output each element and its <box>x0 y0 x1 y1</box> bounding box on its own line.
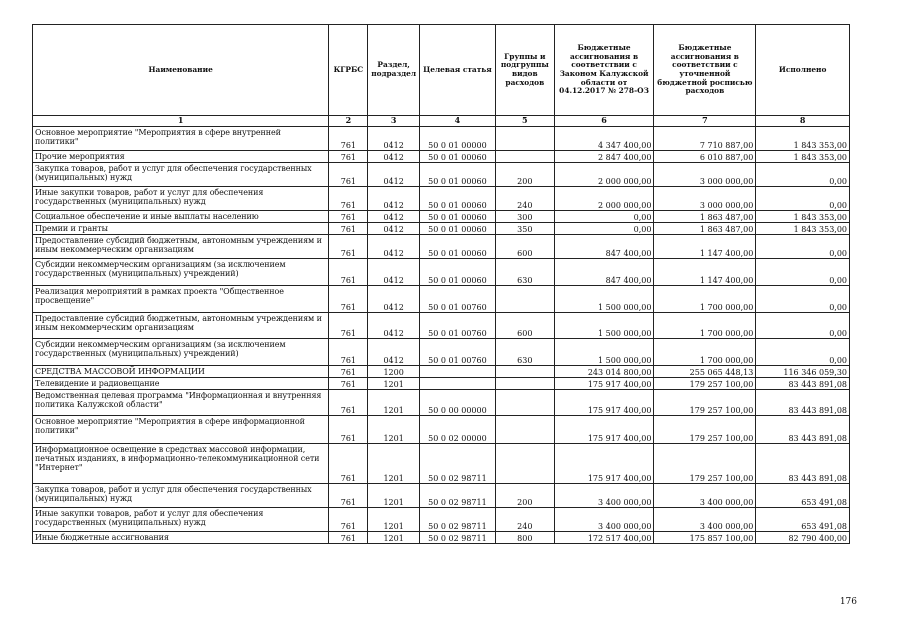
table-row <box>33 211 850 223</box>
table-row <box>33 366 850 378</box>
row-section: 0412 <box>368 127 419 151</box>
row-budget-law: 3 400 000,00 <box>554 484 654 508</box>
header-expense-group: Группы и подгруппы видов расходов <box>496 25 555 116</box>
row-section: 0412 <box>368 151 419 163</box>
row-expense-group: 600 <box>496 313 555 339</box>
row-budget-refined: 1 147 400,00 <box>654 259 756 286</box>
table-row <box>33 532 850 544</box>
row-budget-refined: 179 257 100,00 <box>654 378 756 390</box>
row-target-article: 50 0 00 00000 <box>419 390 495 416</box>
row-name: Субсидии некоммерческим организациям (за исключением государственных (муниципальных) учреждений) <box>33 259 329 286</box>
row-executed: 0,00 <box>756 339 850 366</box>
row-kgrbs: 761 <box>329 187 368 211</box>
table-row <box>33 127 850 151</box>
row-target-article: 50 0 01 00060 <box>419 163 495 187</box>
row-kgrbs: 761 <box>329 286 368 313</box>
row-expense-group: 630 <box>496 339 555 366</box>
row-section: 1201 <box>368 532 419 544</box>
table-row <box>33 163 850 187</box>
header-budget-refined: Бюджетные ассигнования в соответствии с уточненной бюджетной росписью расходов <box>654 25 756 116</box>
row-budget-refined: 175 857 100,00 <box>654 532 756 544</box>
row-name: Основное мероприятие "Мероприятия в сфере информационной политики" <box>33 416 329 444</box>
row-name: Закупка товаров, работ и услуг для обеспечения государственных (муниципальных) нужд <box>33 163 329 187</box>
row-section: 0412 <box>368 286 419 313</box>
row-kgrbs: 761 <box>329 508 368 532</box>
row-name: Премии и гранты <box>33 223 329 235</box>
row-expense-group <box>496 151 555 163</box>
row-section: 1200 <box>368 366 419 378</box>
row-target-article: 50 0 02 98711 <box>419 484 495 508</box>
row-expense-group: 350 <box>496 223 555 235</box>
row-executed: 1 843 353,00 <box>756 127 850 151</box>
row-name: Информационное освещение в средствах массовой информации, печатных изданиях, в информационно-телекоммуникационной сети "Интернет" <box>33 444 329 484</box>
table-row <box>33 508 850 532</box>
column-number: 7 <box>654 116 756 127</box>
row-expense-group: 800 <box>496 532 555 544</box>
row-executed: 0,00 <box>756 286 850 313</box>
row-budget-law: 847 400,00 <box>554 235 654 259</box>
row-target-article: 50 0 01 00000 <box>419 127 495 151</box>
table-row <box>33 259 850 286</box>
row-executed: 0,00 <box>756 313 850 339</box>
row-expense-group <box>496 416 555 444</box>
row-name: Телевидение и радиовещание <box>33 378 329 390</box>
row-budget-refined: 179 257 100,00 <box>654 444 756 484</box>
row-name: СРЕДСТВА МАССОВОЙ ИНФОРМАЦИИ <box>33 366 329 378</box>
row-executed: 83 443 891,08 <box>756 444 850 484</box>
row-budget-law: 1 500 000,00 <box>554 339 654 366</box>
row-section: 1201 <box>368 444 419 484</box>
row-name: Иные закупки товаров, работ и услуг для обеспечения государственных (муниципальных) нужд <box>33 187 329 211</box>
row-kgrbs: 761 <box>329 127 368 151</box>
row-kgrbs: 761 <box>329 378 368 390</box>
row-expense-group: 240 <box>496 187 555 211</box>
row-target-article: 50 0 01 00760 <box>419 313 495 339</box>
row-name: Предоставление субсидий бюджетным, автономным учреждениям и иным некоммерческим организациям <box>33 313 329 339</box>
row-budget-refined: 1 700 000,00 <box>654 313 756 339</box>
row-target-article <box>419 378 495 390</box>
table-row <box>33 416 850 444</box>
row-executed: 653 491,08 <box>756 484 850 508</box>
table-row <box>33 286 850 313</box>
row-target-article: 50 0 01 00060 <box>419 211 495 223</box>
row-budget-law: 175 917 400,00 <box>554 444 654 484</box>
row-budget-law: 175 917 400,00 <box>554 378 654 390</box>
row-executed: 82 790 400,00 <box>756 532 850 544</box>
page-number: 176 <box>839 597 857 607</box>
row-budget-refined: 179 257 100,00 <box>654 390 756 416</box>
row-executed: 116 346 059,30 <box>756 366 850 378</box>
row-executed: 1 843 353,00 <box>756 223 850 235</box>
budget-table <box>32 24 850 544</box>
row-section: 1201 <box>368 416 419 444</box>
row-name: Иные закупки товаров, работ и услуг для обеспечения государственных (муниципальных) нужд <box>33 508 329 532</box>
row-executed: 653 491,08 <box>756 508 850 532</box>
row-expense-group <box>496 378 555 390</box>
row-budget-law: 0,00 <box>554 223 654 235</box>
table-row <box>33 444 850 484</box>
row-budget-law: 1 500 000,00 <box>554 286 654 313</box>
row-budget-refined: 179 257 100,00 <box>654 416 756 444</box>
row-target-article: 50 0 01 00060 <box>419 235 495 259</box>
row-kgrbs: 761 <box>329 339 368 366</box>
header-kgrbs: КГРБС <box>329 25 368 116</box>
row-kgrbs: 761 <box>329 151 368 163</box>
row-expense-group <box>496 390 555 416</box>
row-budget-law: 172 517 400,00 <box>554 532 654 544</box>
header-budget-law: Бюджетные ассигнования в соответствии с Законом Калужской области от 04.12.2017 № 278-ОЗ <box>554 25 654 116</box>
row-section: 1201 <box>368 378 419 390</box>
row-budget-refined: 1 700 000,00 <box>654 339 756 366</box>
row-name: Ведомственная целевая программа "Информационная и внутренняя политика Калужской области" <box>33 390 329 416</box>
row-budget-refined: 3 000 000,00 <box>654 163 756 187</box>
column-number: 5 <box>496 116 555 127</box>
row-name: Реализация мероприятий в рамках проекта "Общественное просвещение" <box>33 286 329 313</box>
row-budget-refined: 6 010 887,00 <box>654 151 756 163</box>
row-target-article: 50 0 02 00000 <box>419 416 495 444</box>
row-budget-law: 0,00 <box>554 211 654 223</box>
row-section: 0412 <box>368 235 419 259</box>
row-budget-refined: 7 710 887,00 <box>654 127 756 151</box>
row-kgrbs: 761 <box>329 416 368 444</box>
row-target-article: 50 0 01 00060 <box>419 151 495 163</box>
column-number: 6 <box>554 116 654 127</box>
row-budget-refined: 1 147 400,00 <box>654 235 756 259</box>
row-section: 0412 <box>368 187 419 211</box>
row-section: 0412 <box>368 339 419 366</box>
row-expense-group <box>496 127 555 151</box>
row-target-article: 50 0 01 00060 <box>419 187 495 211</box>
table-row <box>33 151 850 163</box>
row-section: 1201 <box>368 484 419 508</box>
row-executed: 0,00 <box>756 259 850 286</box>
row-budget-refined: 1 700 000,00 <box>654 286 756 313</box>
header-name: Наименование <box>33 25 329 116</box>
row-kgrbs: 761 <box>329 211 368 223</box>
row-budget-refined: 1 863 487,00 <box>654 223 756 235</box>
row-kgrbs: 761 <box>329 366 368 378</box>
row-budget-law: 243 014 800,00 <box>554 366 654 378</box>
row-budget-law: 2 847 400,00 <box>554 151 654 163</box>
column-number: 3 <box>368 116 419 127</box>
row-name: Иные бюджетные ассигнования <box>33 532 329 544</box>
row-budget-refined: 1 863 487,00 <box>654 211 756 223</box>
row-budget-refined: 3 400 000,00 <box>654 508 756 532</box>
row-expense-group: 200 <box>496 484 555 508</box>
row-budget-law: 2 000 000,00 <box>554 163 654 187</box>
row-budget-law: 175 917 400,00 <box>554 416 654 444</box>
column-number: 8 <box>756 116 850 127</box>
row-budget-law: 4 347 400,00 <box>554 127 654 151</box>
row-executed: 1 843 353,00 <box>756 211 850 223</box>
column-number: 1 <box>33 116 329 127</box>
row-expense-group <box>496 444 555 484</box>
row-executed: 83 443 891,08 <box>756 390 850 416</box>
row-target-article: 50 0 01 00760 <box>419 286 495 313</box>
table-row <box>33 339 850 366</box>
row-expense-group: 240 <box>496 508 555 532</box>
row-budget-law: 1 500 000,00 <box>554 313 654 339</box>
row-expense-group: 630 <box>496 259 555 286</box>
table-row <box>33 187 850 211</box>
row-section: 0412 <box>368 163 419 187</box>
row-budget-refined: 255 065 448,13 <box>654 366 756 378</box>
row-name: Закупка товаров, работ и услуг для обеспечения государственных (муниципальных) нужд <box>33 484 329 508</box>
table-row <box>33 378 850 390</box>
row-target-article: 50 0 02 98711 <box>419 532 495 544</box>
row-expense-group <box>496 366 555 378</box>
row-kgrbs: 761 <box>329 259 368 286</box>
row-target-article: 50 0 01 00760 <box>419 339 495 366</box>
row-kgrbs: 761 <box>329 235 368 259</box>
column-number: 2 <box>329 116 368 127</box>
row-executed: 1 843 353,00 <box>756 151 850 163</box>
row-kgrbs: 761 <box>329 313 368 339</box>
row-target-article: 50 0 01 00060 <box>419 259 495 286</box>
row-name: Прочие мероприятия <box>33 151 329 163</box>
table-row <box>33 223 850 235</box>
row-name: Основное мероприятие "Мероприятия в сфере внутренней политики" <box>33 127 329 151</box>
row-expense-group: 300 <box>496 211 555 223</box>
header-section: Раздел, подраздел <box>368 25 419 116</box>
header-target-article: Целевая статья <box>419 25 495 116</box>
table-row <box>33 484 850 508</box>
row-expense-group <box>496 286 555 313</box>
table-body <box>33 127 850 544</box>
row-section: 0412 <box>368 313 419 339</box>
row-expense-group: 200 <box>496 163 555 187</box>
row-executed: 0,00 <box>756 235 850 259</box>
row-target-article: 50 0 02 98711 <box>419 508 495 532</box>
row-name: Предоставление субсидий бюджетным, автономным учреждениям и иным некоммерческим организациям <box>33 235 329 259</box>
row-budget-law: 3 400 000,00 <box>554 508 654 532</box>
row-expense-group: 600 <box>496 235 555 259</box>
row-kgrbs: 761 <box>329 163 368 187</box>
row-executed: 0,00 <box>756 163 850 187</box>
row-kgrbs: 761 <box>329 484 368 508</box>
row-budget-law: 2 000 000,00 <box>554 187 654 211</box>
row-section: 0412 <box>368 259 419 286</box>
table-row <box>33 235 850 259</box>
row-executed: 0,00 <box>756 187 850 211</box>
row-section: 0412 <box>368 211 419 223</box>
row-section: 1201 <box>368 390 419 416</box>
row-name: Субсидии некоммерческим организациям (за исключением государственных (муниципальных) учреждений) <box>33 339 329 366</box>
row-section: 0412 <box>368 223 419 235</box>
row-target-article <box>419 366 495 378</box>
row-budget-refined: 3 000 000,00 <box>654 187 756 211</box>
table-row <box>33 313 850 339</box>
row-name: Социальное обеспечение и иные выплаты населению <box>33 211 329 223</box>
row-kgrbs: 761 <box>329 390 368 416</box>
row-budget-law: 847 400,00 <box>554 259 654 286</box>
row-executed: 83 443 891,08 <box>756 416 850 444</box>
row-kgrbs: 761 <box>329 444 368 484</box>
column-number: 4 <box>419 116 495 127</box>
header-executed: Исполнено <box>756 25 850 116</box>
row-budget-law: 175 917 400,00 <box>554 390 654 416</box>
row-kgrbs: 761 <box>329 532 368 544</box>
row-target-article: 50 0 02 98711 <box>419 444 495 484</box>
row-executed: 83 443 891,08 <box>756 378 850 390</box>
row-budget-refined: 3 400 000,00 <box>654 484 756 508</box>
row-kgrbs: 761 <box>329 223 368 235</box>
row-section: 1201 <box>368 508 419 532</box>
table-row <box>33 390 850 416</box>
row-target-article: 50 0 01 00060 <box>419 223 495 235</box>
